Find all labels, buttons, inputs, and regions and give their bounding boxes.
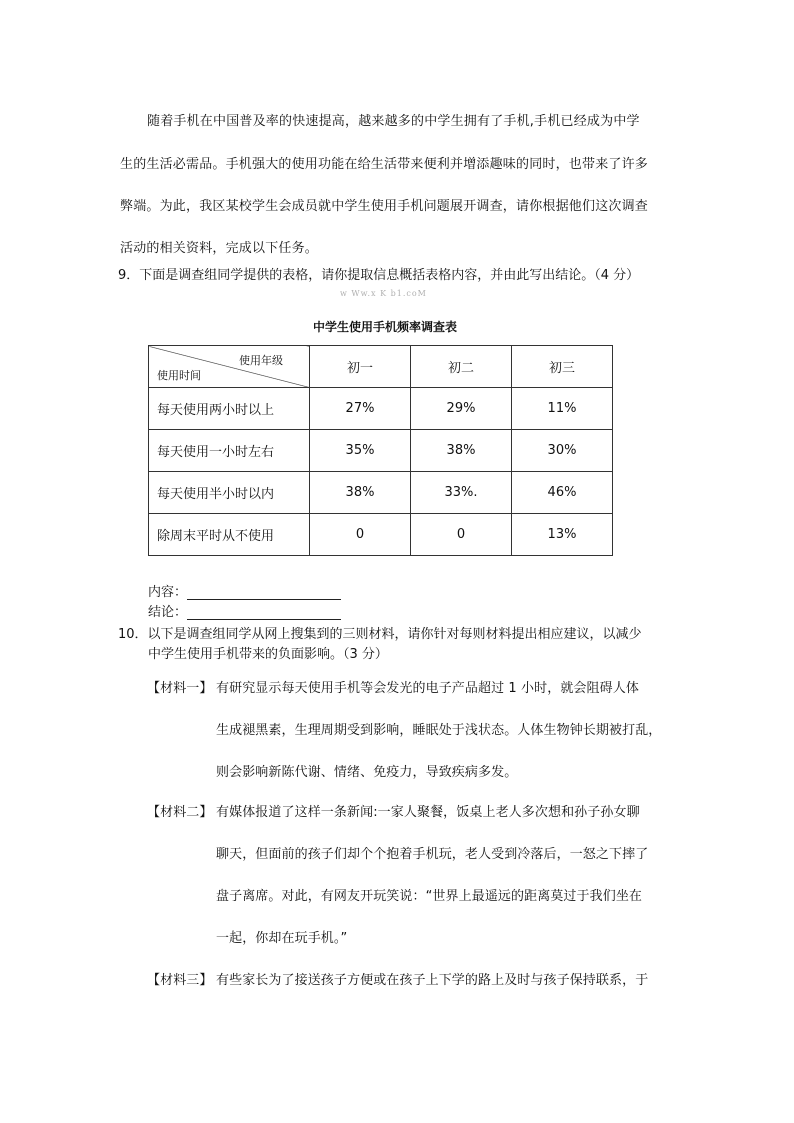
table-cell: 38% [310, 472, 411, 514]
material-tag: 【材料三】 [147, 973, 213, 988]
intro-line: 活动的相关资料，完成以下任务。 [120, 241, 319, 256]
table-title: 中学生使用手机频率调查表 [313, 320, 458, 334]
column-header: 初一 [310, 346, 411, 388]
intro-line: 生的生活必需品。手机强大的使用功能在给生活带来便利并增添趣味的同时，也带来了许多 [120, 157, 649, 172]
table-header-row [149, 346, 613, 388]
table-cell: 38% [411, 430, 512, 472]
material-line: 有媒体报道了这样一条新闻:一家人聚餐，饭桌上老人多次想和孙子孙女聊 [216, 805, 640, 820]
table-cell: 30% [512, 430, 613, 472]
material-line: 一起，你却在玩手机。” [216, 931, 348, 946]
table-cell: 46% [512, 472, 613, 514]
material-line: 盘子离席。对此，有网友开玩笑说：“世界上最遥远的距离莫过于我们坐在 [216, 889, 643, 904]
material-line: 生成褪黑素，生理周期受到影响，睡眠处于浅状态。人体生物钟长期被打乱， [216, 723, 662, 738]
row-label: 每天使用半小时以内 [149, 472, 310, 514]
table-cell: 35% [310, 430, 411, 472]
header-time-label: 使用时间 [157, 369, 201, 382]
material-line: 则会影响新陈代谢、情绪、免疫力，导致疾病多发。 [216, 765, 518, 780]
question-10-line: 10．以下是调查组同学从网上搜集到的三则材料，请你针对每则材料提出相应建议，以减少 [118, 627, 642, 642]
content-label: 内容： [148, 585, 188, 600]
table-cell: 11% [512, 388, 613, 430]
conclusion-label: 结论： [148, 605, 188, 620]
content-answer-row [148, 581, 341, 600]
content-answer-blank[interactable] [187, 586, 341, 600]
table-cell: 33%. [411, 472, 512, 514]
question-10-line: 中学生使用手机带来的负面影响。（3 分） [148, 647, 388, 662]
table-cell: 27% [310, 388, 411, 430]
material-tag: 【材料一】 [147, 681, 213, 696]
header-grade-label: 使用年级 [239, 354, 283, 367]
conclusion-answer-blank[interactable] [187, 606, 341, 620]
material-line: 有研究显示每天使用手机等会发光的电子产品超过 1 小时，就会阻碍人体 [216, 681, 639, 696]
table-row [149, 472, 613, 514]
intro-line: 弊端。为此，我区某校学生会成员就中学生使用手机问题展开调查，请你根据他们这次调查 [120, 199, 649, 214]
material-tag: 【材料二】 [147, 805, 213, 820]
table-cell: 13% [512, 514, 613, 556]
row-label: 每天使用两小时以上 [149, 388, 310, 430]
table-cell: 0 [411, 514, 512, 556]
table-cell: 29% [411, 388, 512, 430]
table-row [149, 430, 613, 472]
table-row [149, 388, 613, 430]
diagonal-header-cell [149, 346, 310, 388]
material-line: 有些家长为了接送孩子方便或在孩子上下学的路上及时与孩子保持联系，于 [216, 973, 649, 988]
table-cell: 0 [310, 514, 411, 556]
watermark: w Ww.x K b1.coM [340, 289, 427, 298]
table-row [149, 514, 613, 556]
row-label: 每天使用一小时左右 [149, 430, 310, 472]
frequency-table [148, 345, 613, 556]
row-label: 除周末平时从不使用 [149, 514, 310, 556]
column-header: 初二 [411, 346, 512, 388]
column-header: 初三 [512, 346, 613, 388]
intro-line: 随着手机在中国普及率的快速提高，越来越多的中学生拥有了手机,手机已经成为中学 [147, 114, 640, 129]
conclusion-answer-row [148, 601, 341, 620]
question-9: 9．下面是调查组同学提供的表格，请你提取信息概括表格内容，并由此写出结论。（4 分） [118, 268, 640, 283]
material-line: 聊天，但面前的孩子们却个个抱着手机玩，老人受到冷落后，一怒之下摔了 [216, 847, 649, 862]
